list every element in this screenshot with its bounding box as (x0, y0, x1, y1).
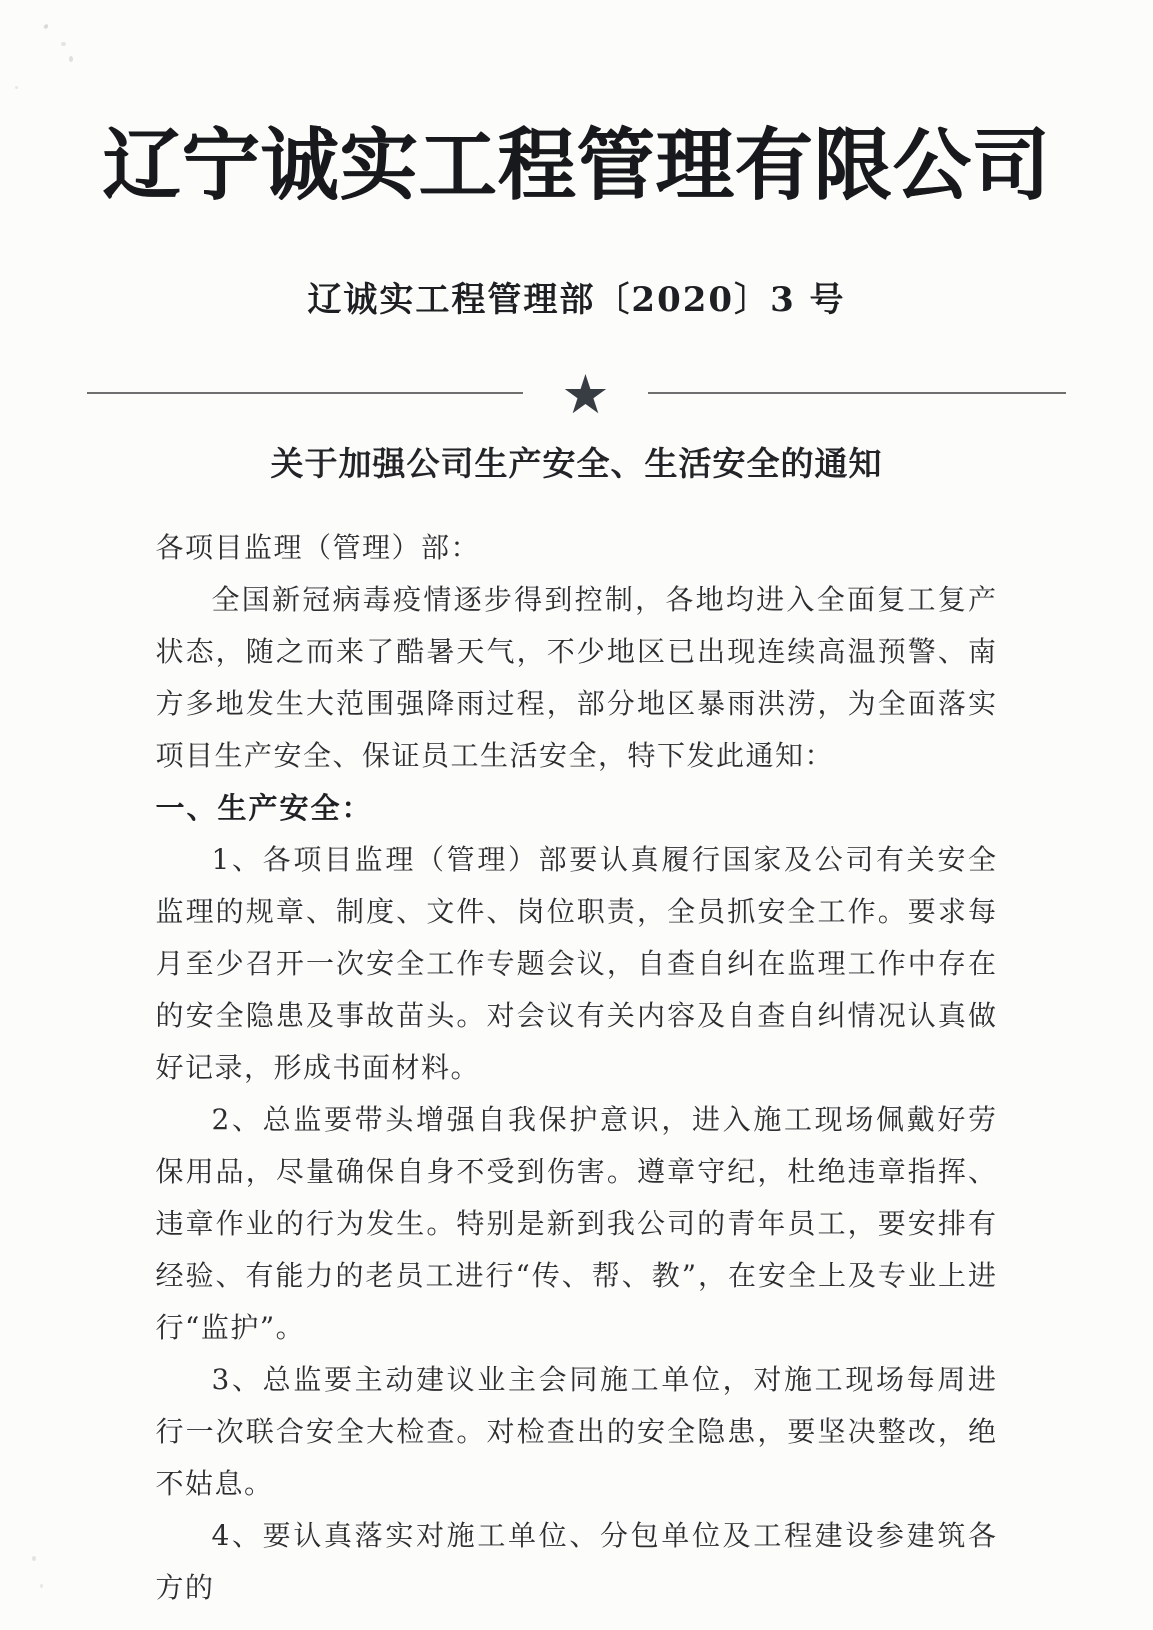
list-item-3: 3、总监要主动建议业主会同施工单位，对施工现场每周进行一次联合安全大检查。对检查出的安全隐患，要坚决整改，绝不姑息。 (155, 1363, 998, 1500)
document-body (156, 522, 998, 1614)
star-icon: ★ (561, 363, 610, 426)
list-item-1: 1、各项目监理（管理）部要认真履行国家及公司有关安全监理的规章、制度、文件、岗位职责，全员抓安全工作。要求每月至少召开一次安全工作专题会议，自查自纠在监理工作中存在的安全隐患及事故苗头。对会议有关内容及自查自纠情况认真做好记录，形成书面材料。 (155, 843, 998, 1084)
divider-line-left (87, 392, 523, 394)
notice-title: 关于加强公司生产安全、生活安全的通知 (270, 444, 883, 483)
list-item-2: 2、总监要带头增强自我保护意识，进入施工现场佩戴好劳保用品，尽量确保自身不受到伤害。遵章守纪，杜绝违章指挥、违章作业的行为发生。特别是新到我公司的青年员工，要安排有经验、有能力的老员工进行“传、帮、教”，在安全上及专业上进行“监护”。 (155, 1103, 998, 1344)
section-heading-production-safety: 一、生产安全： (155, 791, 373, 825)
divider-line-right (648, 392, 1066, 394)
scan-artifact (69, 56, 73, 62)
intro-paragraph: 全国新冠病毒疫情逐步得到控制，各地均进入全面复工复产状态，随之而来了酷暑天气，不少地区已出现连续高温预警、南方多地发生大范围强降雨过程，部分地区暴雨洪涝，为全面落实项目生产安全、保证员工生活安全，特下发此通知： (155, 583, 998, 772)
salutation: 各项目监理（管理）部： (155, 531, 481, 564)
list-item-4: 4、要认真落实对施工单位、分包单位及工程建设参建筑各方的 (155, 1519, 998, 1604)
scan-artifact (61, 42, 66, 46)
scan-artifact (32, 1556, 36, 1561)
document-number: 辽诚实工程管理部〔2020〕3 号 (307, 280, 846, 320)
scan-artifact (15, 86, 18, 89)
star-divider (0, 363, 1153, 426)
scan-artifact (43, 23, 49, 29)
scan-artifact (40, 1584, 43, 1588)
company-title: 辽宁诚实工程管理有限公司 (102, 120, 1051, 211)
